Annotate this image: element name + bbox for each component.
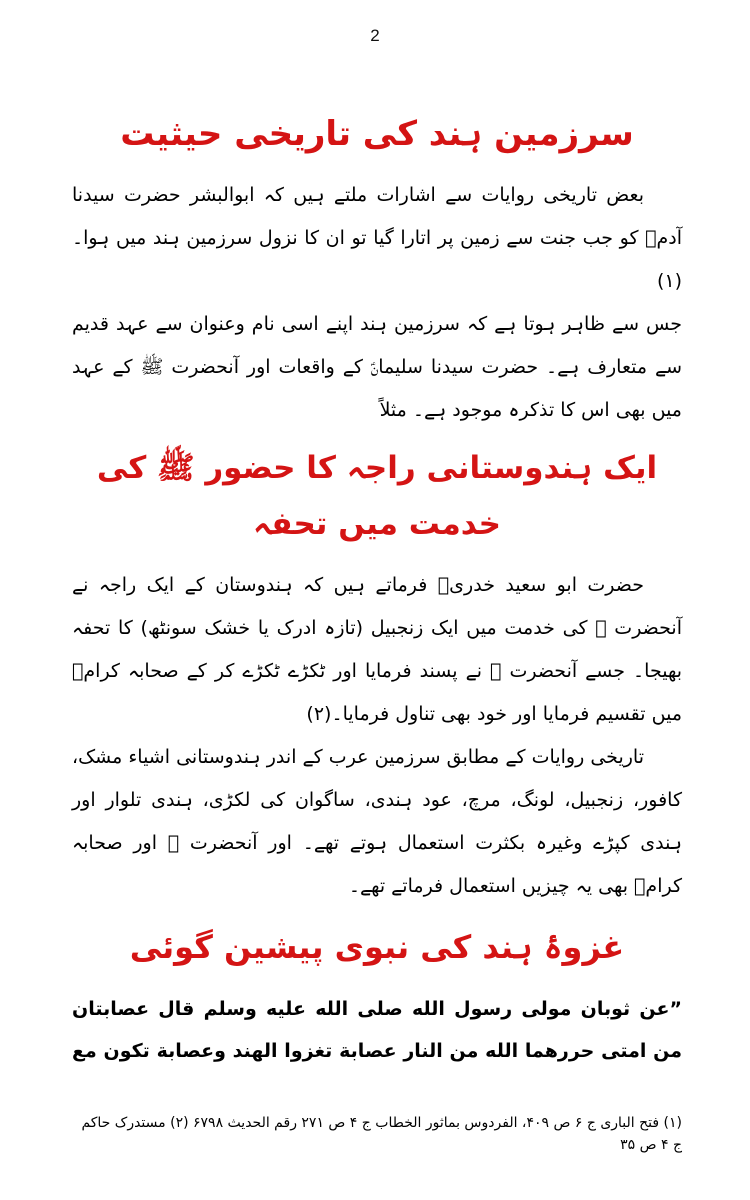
page-number: 2 — [370, 26, 380, 45]
hadith-line-1: ”عن ثوبان مولی رسول الله صلی الله علیه وسلم قال عصابتان — [72, 998, 682, 1020]
section-heading-raja-gift: ایک ہندوستانی راجہ کا حضور ﷺ کی خدمت میں تحفہ — [96, 450, 658, 542]
page-body — [72, 90, 682, 1072]
section-heading-ghazwa-e-hind: غزوۂ ہند کی نبوی پیشین گوئی — [129, 928, 625, 966]
footnote-references: (۱) فتح الباری ج ۶ ص ۴۰۹، الفردوس بماثور الخطاب ج ۴ ص ۲۷۱ رقم الحدیث ۶۷۹۸ (۲) مستدرک حاکم ج ۴ ص ۳۵ — [81, 1115, 682, 1153]
paragraph-abu-saeed-narration: حضرت ابو سعید خدریؓ فرماتے ہیں کہ ہندوستان کے ایک راجہ نے آنحضرت ﷺ کی خدمت میں ایک زنجبیل (تازہ ادرک یا خشک سونٹھ) کا تحفہ بھیجا۔ جسے آنحضرت ﷺ نے پسند فرمایا اور ٹکڑے ٹکڑے کر کے صحابہ کرامؓ میں تقسیم فرمایا اور خود بھی تناول فرمایا۔(۲) — [72, 574, 682, 725]
paragraph-indian-goods: تاریخی روایات کے مطابق سرزمین عرب کے اندر ہندوستانی اشیاء مشک، کافور، زنجبیل، لونگ، مرچ، عود ہندی، ساگوان کی لکڑی، ہندی تلوار اور ہندی کپڑے وغیرہ بکثرت استعمال ہوتے تھے۔ اور آنحضرت ﷺ اور صحابہ کرامؓ بھی یہ چیزیں استعمال فرماتے تھے۔ — [72, 746, 682, 897]
hadith-line-2: من امتی حررهما الله من النار عصابة تغزوا الهند وعصابة تکون مع — [72, 1040, 682, 1062]
paragraph-adam-descent: بعض تاریخی روایات سے اشارات ملتے ہیں کہ ابوالبشر حضرت سیدنا آدمؑ کو جب جنت سے زمین پر اتارا گیا تو ان کا نزول سرزمین ہند میں ہوا۔(۱) — [72, 184, 682, 292]
paragraph-ancient-name: جس سے ظاہر ہوتا ہے کہ سرزمین ہند اپنے اسی نام وعنوان سے عہد قدیم سے متعارف ہے۔ حضرت سیدنا سلیمانؑ کے واقعات اور آنحضرت ﷺ کے عہد میں بھی اس کا تذکرہ موجود ہے۔ مثلاً — [72, 313, 682, 421]
section-heading-history-of-hind: سرزمین ہند کی تاریخی حیثیت — [120, 114, 634, 154]
